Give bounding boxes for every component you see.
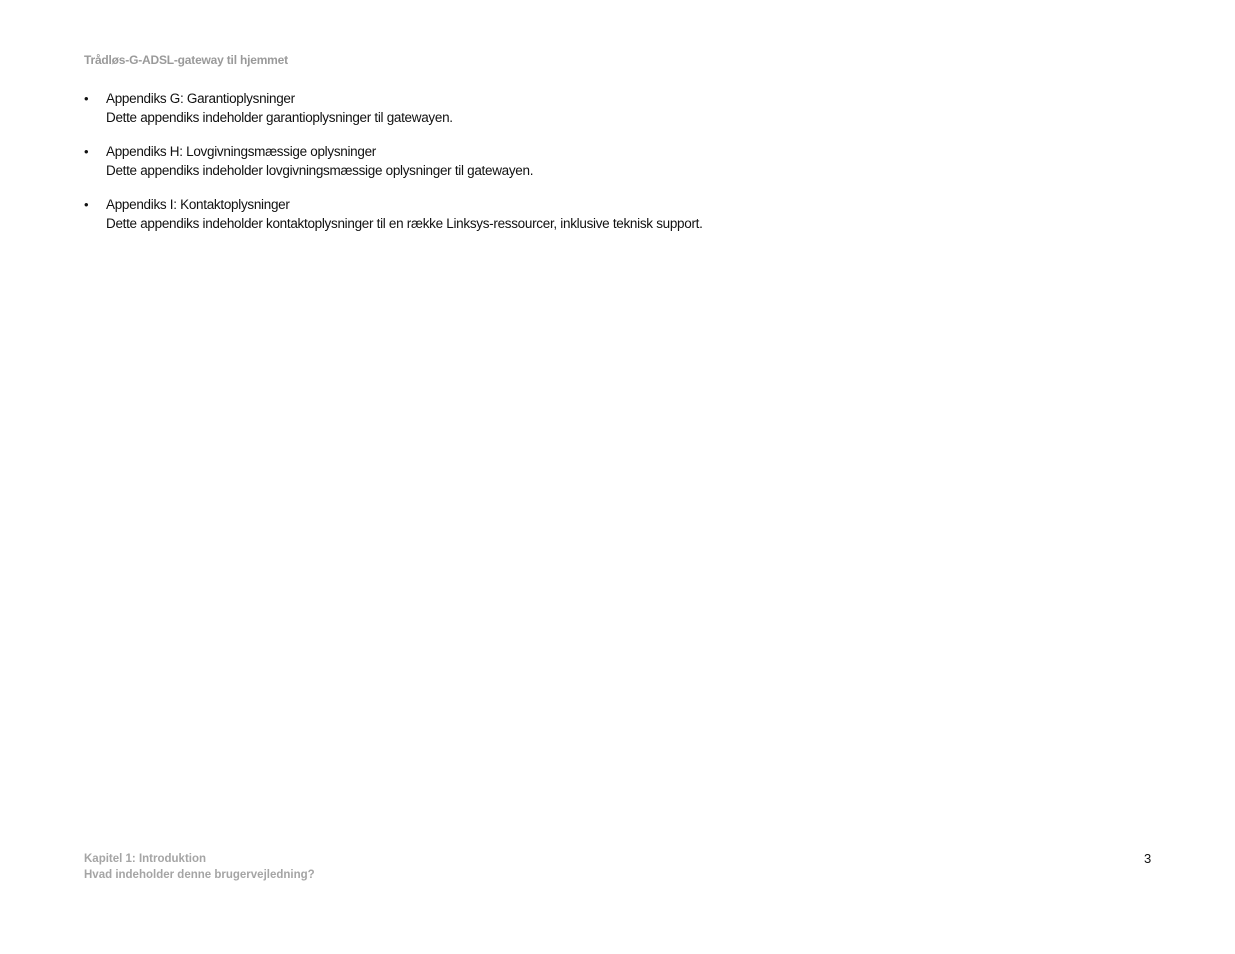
footer-chapter-title: Kapitel 1: Introduktion — [84, 853, 207, 865]
list-item — [84, 142, 1084, 180]
running-header: Trådløs-G-ADSL-gateway til hjemmet — [84, 53, 288, 67]
footer-chapter-info — [84, 851, 315, 883]
list-item-title: Appendiks I: Kontaktoplysninger — [106, 197, 290, 212]
list-item-description: Dette appendiks indeholder kontaktoplysninger til en række Linksys-ressourcer, inklusive teknisk support. — [106, 216, 703, 231]
list-item — [84, 89, 1084, 127]
footer-section-title: Hvad indeholder denne brugervejledning? — [84, 869, 315, 881]
list-item-description: Dette appendiks indeholder lovgivningsmæssige oplysninger til gatewayen. — [106, 163, 534, 178]
list-item-title: Appendiks G: Garantioplysninger — [106, 91, 295, 106]
list-item-description: Dette appendiks indeholder garantioplysninger til gatewayen. — [106, 110, 453, 125]
bullet-icon: • — [84, 144, 89, 159]
bullet-icon: • — [84, 197, 89, 212]
list-item-title: Appendiks H: Lovgivningsmæssige oplysninger — [106, 144, 377, 159]
list-item — [84, 195, 1084, 233]
page-number: 3 — [1144, 851, 1152, 866]
bullet-icon: • — [84, 91, 89, 106]
appendix-list — [84, 89, 1084, 248]
